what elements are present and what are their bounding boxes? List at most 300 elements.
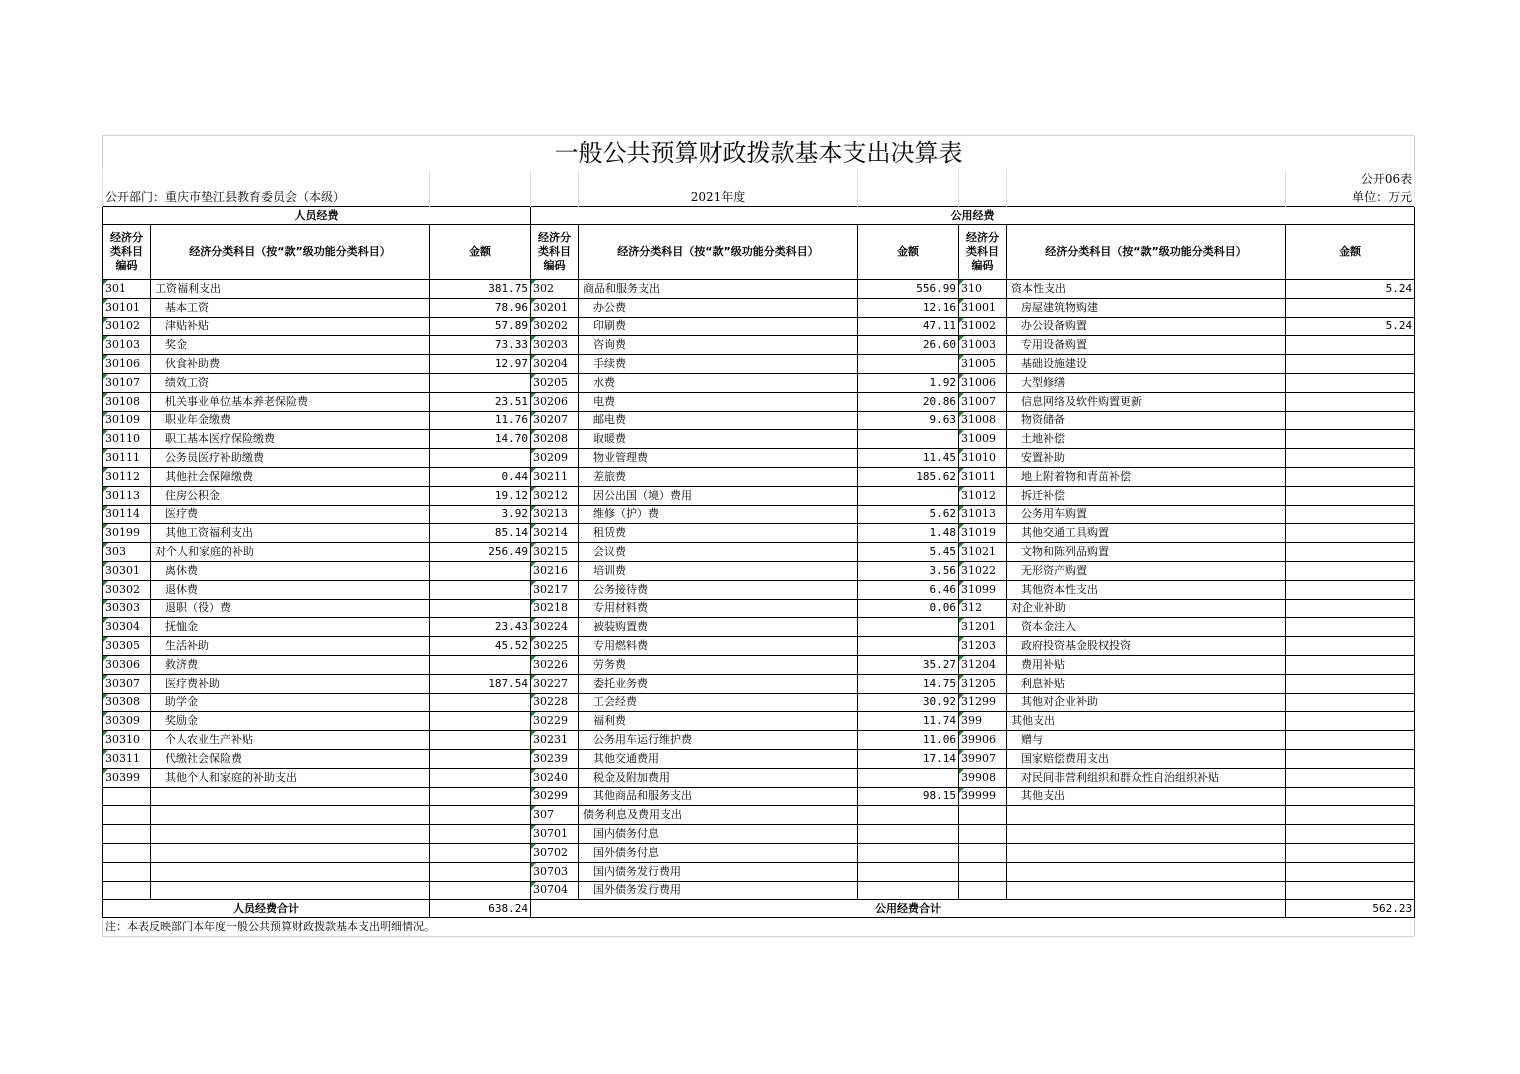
item-name: 电费 xyxy=(579,392,858,411)
item-name: 取暖费 xyxy=(579,430,858,449)
item-code: 30702 xyxy=(531,843,579,862)
item-name: 其他对企业补助 xyxy=(1007,693,1286,712)
item-name: 债务利息及费用支出 xyxy=(579,806,858,825)
item-name: 办公设备购置 xyxy=(1007,317,1286,336)
table-row xyxy=(103,843,1415,862)
item-amount xyxy=(430,731,531,750)
item-name: 绩效工资 xyxy=(151,373,430,392)
item-code: 31019 xyxy=(959,524,1007,543)
item-name: 医疗费 xyxy=(151,505,430,524)
table-row xyxy=(103,693,1415,712)
item-amount xyxy=(858,618,959,637)
item-name: 其他资本性支出 xyxy=(1007,580,1286,599)
item-code: 31204 xyxy=(959,655,1007,674)
item-amount: 85.14 xyxy=(430,524,531,543)
item-name: 国外债务付息 xyxy=(579,843,858,862)
item-amount: 47.11 xyxy=(858,317,959,336)
item-code: 39907 xyxy=(959,749,1007,768)
item-code: 302 xyxy=(531,280,579,299)
item-name: 代缴社会保险费 xyxy=(151,749,430,768)
item-code: 31008 xyxy=(959,411,1007,430)
item-code xyxy=(103,881,151,900)
item-code: 30301 xyxy=(103,561,151,580)
item-amount: 19.12 xyxy=(430,486,531,505)
item-amount xyxy=(1286,825,1415,844)
item-name: 办公费 xyxy=(579,298,858,317)
item-code: 31003 xyxy=(959,336,1007,355)
item-code: 30307 xyxy=(103,674,151,693)
item-name: 对企业补助 xyxy=(1007,599,1286,618)
item-code: 30113 xyxy=(103,486,151,505)
table-row xyxy=(103,599,1415,618)
item-code xyxy=(103,843,151,862)
item-name: 赠与 xyxy=(1007,731,1286,750)
item-amount: 5.24 xyxy=(1286,317,1415,336)
item-amount: 26.60 xyxy=(858,336,959,355)
item-code: 30239 xyxy=(531,749,579,768)
header-name: 经济分类科目（按“款”级功能分类科目） xyxy=(1007,225,1286,280)
item-amount xyxy=(430,712,531,731)
item-code: 30399 xyxy=(103,768,151,787)
item-amount xyxy=(430,881,531,900)
item-amount xyxy=(430,599,531,618)
item-name: 咨询费 xyxy=(579,336,858,355)
item-amount xyxy=(1286,486,1415,505)
item-amount xyxy=(1286,561,1415,580)
item-amount xyxy=(430,768,531,787)
item-code: 30225 xyxy=(531,637,579,656)
item-name: 会议费 xyxy=(579,543,858,562)
header-amount: 金额 xyxy=(858,225,959,280)
item-amount xyxy=(430,862,531,881)
item-amount: 12.16 xyxy=(858,298,959,317)
item-name: 退休费 xyxy=(151,580,430,599)
item-code: 30212 xyxy=(531,486,579,505)
item-code: 30110 xyxy=(103,430,151,449)
item-amount xyxy=(430,787,531,806)
item-name: 基本工资 xyxy=(151,298,430,317)
item-name: 职业年金缴费 xyxy=(151,411,430,430)
item-name: 其他支出 xyxy=(1007,712,1286,731)
item-name: 物业管理费 xyxy=(579,449,858,468)
header-amount: 金额 xyxy=(1286,225,1415,280)
table-row xyxy=(103,505,1415,524)
table-row xyxy=(103,430,1415,449)
item-amount: 381.75 xyxy=(430,280,531,299)
item-amount: 1.92 xyxy=(858,373,959,392)
item-name xyxy=(1007,843,1286,862)
table-row xyxy=(103,355,1415,374)
item-amount xyxy=(1286,392,1415,411)
item-amount xyxy=(1286,768,1415,787)
item-name: 其他支出 xyxy=(1007,787,1286,806)
item-code: 30112 xyxy=(103,467,151,486)
item-amount xyxy=(858,430,959,449)
item-code: 31021 xyxy=(959,543,1007,562)
header-name: 经济分类科目（按“款”级功能分类科目） xyxy=(579,225,858,280)
item-name: 国内债务付息 xyxy=(579,825,858,844)
table-row xyxy=(103,580,1415,599)
section-public: 公用经费 xyxy=(531,207,1415,225)
item-name: 其他商品和服务支出 xyxy=(579,787,858,806)
item-code: 30305 xyxy=(103,637,151,656)
footnote: 注：本表反映部门本年度一般公共预算财政拨款基本支出明细情况。 xyxy=(103,918,1415,937)
item-name: 被装购置费 xyxy=(579,618,858,637)
item-name: 商品和服务支出 xyxy=(579,280,858,299)
item-name: 个人农业生产补贴 xyxy=(151,731,430,750)
item-amount: 73.33 xyxy=(430,336,531,355)
item-code xyxy=(959,806,1007,825)
item-code: 30303 xyxy=(103,599,151,618)
item-amount xyxy=(1286,298,1415,317)
item-name: 机关事业单位基本养老保险费 xyxy=(151,392,430,411)
table-row xyxy=(103,317,1415,336)
item-code: 39908 xyxy=(959,768,1007,787)
table-row xyxy=(103,280,1415,299)
item-code: 30229 xyxy=(531,712,579,731)
item-amount xyxy=(430,449,531,468)
item-name: 安置补助 xyxy=(1007,449,1286,468)
item-code: 30216 xyxy=(531,561,579,580)
table-row xyxy=(103,731,1415,750)
item-name xyxy=(151,881,430,900)
section-personnel: 人员经费 xyxy=(103,207,531,225)
item-amount: 6.46 xyxy=(858,580,959,599)
item-code xyxy=(959,843,1007,862)
table-row xyxy=(103,411,1415,430)
item-code: 30202 xyxy=(531,317,579,336)
spreadsheet xyxy=(102,135,1414,937)
item-name: 医疗费补助 xyxy=(151,674,430,693)
item-amount xyxy=(1286,373,1415,392)
table-row xyxy=(103,637,1415,656)
item-amount xyxy=(1286,580,1415,599)
item-code: 30109 xyxy=(103,411,151,430)
item-code: 307 xyxy=(531,806,579,825)
item-amount: 11.06 xyxy=(858,731,959,750)
item-code: 31201 xyxy=(959,618,1007,637)
item-code: 31002 xyxy=(959,317,1007,336)
item-code: 30107 xyxy=(103,373,151,392)
item-name xyxy=(151,843,430,862)
item-amount xyxy=(430,825,531,844)
item-name: 物资储备 xyxy=(1007,411,1286,430)
item-amount: 9.63 xyxy=(858,411,959,430)
item-code: 31203 xyxy=(959,637,1007,656)
table-row xyxy=(103,618,1415,637)
table-row xyxy=(103,712,1415,731)
item-amount xyxy=(858,637,959,656)
item-name: 无形资产购置 xyxy=(1007,561,1286,580)
item-code: 31012 xyxy=(959,486,1007,505)
item-amount xyxy=(1286,336,1415,355)
table-row xyxy=(103,373,1415,392)
item-amount xyxy=(858,881,959,900)
item-amount xyxy=(858,486,959,505)
item-name: 福利费 xyxy=(579,712,858,731)
item-amount xyxy=(430,561,531,580)
item-amount xyxy=(1286,467,1415,486)
item-name: 差旅费 xyxy=(579,467,858,486)
item-name: 工会经费 xyxy=(579,693,858,712)
item-name: 奖金 xyxy=(151,336,430,355)
table-row xyxy=(103,674,1415,693)
item-code: 31006 xyxy=(959,373,1007,392)
page-title: 一般公共预算财政拨款基本支出决算表 xyxy=(103,136,1415,171)
item-name: 拆迁补偿 xyxy=(1007,486,1286,505)
item-amount: 5.62 xyxy=(858,505,959,524)
item-amount: 12.97 xyxy=(430,355,531,374)
expenditure-table xyxy=(102,135,1415,937)
personnel-total-label: 人员经费合计 xyxy=(103,900,430,918)
item-amount xyxy=(858,806,959,825)
item-name: 培训费 xyxy=(579,561,858,580)
item-code: 30215 xyxy=(531,543,579,562)
item-amount: 98.15 xyxy=(858,787,959,806)
item-code: 30205 xyxy=(531,373,579,392)
item-name: 地上附着物和青苗补偿 xyxy=(1007,467,1286,486)
item-name: 助学金 xyxy=(151,693,430,712)
item-name: 手续费 xyxy=(579,355,858,374)
item-amount: 30.92 xyxy=(858,693,959,712)
item-amount: 256.49 xyxy=(430,543,531,562)
item-code: 31010 xyxy=(959,449,1007,468)
item-name xyxy=(1007,825,1286,844)
item-amount xyxy=(1286,843,1415,862)
item-name: 税金及附加费用 xyxy=(579,768,858,787)
item-code: 39999 xyxy=(959,787,1007,806)
item-code xyxy=(103,825,151,844)
table-row xyxy=(103,543,1415,562)
item-name: 专用材料费 xyxy=(579,599,858,618)
item-amount xyxy=(430,806,531,825)
table-row xyxy=(103,749,1415,768)
item-name: 伙食补助费 xyxy=(151,355,430,374)
item-code: 31009 xyxy=(959,430,1007,449)
item-code: 30231 xyxy=(531,731,579,750)
item-amount xyxy=(858,862,959,881)
item-code: 39906 xyxy=(959,731,1007,750)
item-code: 30309 xyxy=(103,712,151,731)
item-amount xyxy=(1286,749,1415,768)
item-code: 30311 xyxy=(103,749,151,768)
item-amount xyxy=(1286,618,1415,637)
item-code: 31005 xyxy=(959,355,1007,374)
item-code: 30201 xyxy=(531,298,579,317)
item-amount xyxy=(430,373,531,392)
item-code xyxy=(959,825,1007,844)
table-row xyxy=(103,881,1415,900)
item-code xyxy=(103,787,151,806)
table-row xyxy=(103,655,1415,674)
table-row xyxy=(103,298,1415,317)
item-amount xyxy=(1286,599,1415,618)
item-amount: 14.70 xyxy=(430,430,531,449)
item-amount: 20.86 xyxy=(858,392,959,411)
item-code: 30111 xyxy=(103,449,151,468)
item-amount xyxy=(1286,543,1415,562)
item-amount xyxy=(1286,655,1415,674)
item-name: 邮电费 xyxy=(579,411,858,430)
public-total-amount: 562.23 xyxy=(1286,900,1415,918)
item-amount: 556.99 xyxy=(858,280,959,299)
item-code: 30228 xyxy=(531,693,579,712)
item-name: 公务用车运行维护费 xyxy=(579,731,858,750)
table-row xyxy=(103,336,1415,355)
item-name: 文物和陈列品购置 xyxy=(1007,543,1286,562)
item-code: 30226 xyxy=(531,655,579,674)
item-amount: 187.54 xyxy=(430,674,531,693)
item-name xyxy=(1007,881,1286,900)
item-amount xyxy=(1286,731,1415,750)
item-code: 30206 xyxy=(531,392,579,411)
item-name: 国家赔偿费用支出 xyxy=(1007,749,1286,768)
item-name: 生活补助 xyxy=(151,637,430,656)
item-code: 301 xyxy=(103,280,151,299)
item-amount: 5.24 xyxy=(1286,280,1415,299)
item-name: 政府投资基金股权投资 xyxy=(1007,637,1286,656)
item-name: 维修（护）费 xyxy=(579,505,858,524)
item-code: 30704 xyxy=(531,881,579,900)
totals-row xyxy=(103,900,1415,918)
item-name: 住房公积金 xyxy=(151,486,430,505)
table-row xyxy=(103,768,1415,787)
item-code: 30199 xyxy=(103,524,151,543)
item-amount xyxy=(1286,862,1415,881)
table-row xyxy=(103,787,1415,806)
item-amount xyxy=(1286,787,1415,806)
item-code: 31007 xyxy=(959,392,1007,411)
item-amount xyxy=(858,355,959,374)
table-row xyxy=(103,561,1415,580)
item-name: 劳务费 xyxy=(579,655,858,674)
item-code: 31013 xyxy=(959,505,1007,524)
item-code: 30217 xyxy=(531,580,579,599)
item-code: 30227 xyxy=(531,674,579,693)
unit-label: 单位：万元 xyxy=(1286,188,1415,207)
item-name: 救济费 xyxy=(151,655,430,674)
item-amount: 78.96 xyxy=(430,298,531,317)
item-name: 离休费 xyxy=(151,561,430,580)
item-amount xyxy=(1286,505,1415,524)
item-name: 资本金注入 xyxy=(1007,618,1286,637)
item-code: 31022 xyxy=(959,561,1007,580)
item-code: 31001 xyxy=(959,298,1007,317)
item-code: 30204 xyxy=(531,355,579,374)
item-code: 30208 xyxy=(531,430,579,449)
item-code xyxy=(103,862,151,881)
item-code: 312 xyxy=(959,599,1007,618)
item-amount: 14.75 xyxy=(858,674,959,693)
item-name: 其他交通费用 xyxy=(579,749,858,768)
item-amount xyxy=(858,825,959,844)
item-name: 专用设备购置 xyxy=(1007,336,1286,355)
item-name xyxy=(151,787,430,806)
item-code: 31299 xyxy=(959,693,1007,712)
item-name: 水费 xyxy=(579,373,858,392)
item-amount: 5.45 xyxy=(858,543,959,562)
item-name: 其他工资福利支出 xyxy=(151,524,430,543)
item-name: 其他个人和家庭的补助支出 xyxy=(151,768,430,787)
item-amount: 0.06 xyxy=(858,599,959,618)
item-code: 399 xyxy=(959,712,1007,731)
item-amount xyxy=(430,843,531,862)
item-code: 30310 xyxy=(103,731,151,750)
item-name: 公务用车购置 xyxy=(1007,505,1286,524)
item-code: 31205 xyxy=(959,674,1007,693)
item-amount xyxy=(430,655,531,674)
item-amount xyxy=(858,843,959,862)
item-amount: 3.92 xyxy=(430,505,531,524)
item-name xyxy=(151,806,430,825)
item-amount: 35.27 xyxy=(858,655,959,674)
table-row xyxy=(103,467,1415,486)
item-amount: 185.62 xyxy=(858,467,959,486)
item-name xyxy=(151,862,430,881)
table-row xyxy=(103,862,1415,881)
table-row xyxy=(103,524,1415,543)
item-amount: 11.45 xyxy=(858,449,959,468)
item-code: 31011 xyxy=(959,467,1007,486)
item-code: 30106 xyxy=(103,355,151,374)
item-name: 津贴补贴 xyxy=(151,317,430,336)
item-code xyxy=(959,881,1007,900)
item-code: 30101 xyxy=(103,298,151,317)
table-row xyxy=(103,806,1415,825)
item-name: 土地补偿 xyxy=(1007,430,1286,449)
item-code: 30209 xyxy=(531,449,579,468)
item-amount: 23.51 xyxy=(430,392,531,411)
item-name: 公务员医疗补助缴费 xyxy=(151,449,430,468)
item-name: 职工基本医疗保险缴费 xyxy=(151,430,430,449)
item-code: 30218 xyxy=(531,599,579,618)
header-code: 经济分类科目编码 xyxy=(103,225,151,280)
item-name: 费用补贴 xyxy=(1007,655,1286,674)
item-amount xyxy=(1286,430,1415,449)
item-code: 30302 xyxy=(103,580,151,599)
item-amount xyxy=(1286,449,1415,468)
item-amount xyxy=(430,580,531,599)
item-code: 31099 xyxy=(959,580,1007,599)
item-code: 30299 xyxy=(531,787,579,806)
item-code: 30240 xyxy=(531,768,579,787)
item-code: 30306 xyxy=(103,655,151,674)
item-name: 国内债务发行费用 xyxy=(579,862,858,881)
item-code xyxy=(959,862,1007,881)
item-amount xyxy=(1286,411,1415,430)
item-name: 因公出国（境）费用 xyxy=(579,486,858,505)
table-row xyxy=(103,392,1415,411)
item-code: 30304 xyxy=(103,618,151,637)
item-code xyxy=(103,806,151,825)
item-amount: 11.76 xyxy=(430,411,531,430)
item-name: 奖励金 xyxy=(151,712,430,731)
header-code: 经济分类科目编码 xyxy=(959,225,1007,280)
item-name: 其他交通工具购置 xyxy=(1007,524,1286,543)
item-code: 30108 xyxy=(103,392,151,411)
item-amount: 0.44 xyxy=(430,467,531,486)
item-name: 退职（役）费 xyxy=(151,599,430,618)
item-code: 30214 xyxy=(531,524,579,543)
item-name: 资本性支出 xyxy=(1007,280,1286,299)
item-code: 30703 xyxy=(531,862,579,881)
public-total-label: 公用经费合计 xyxy=(531,900,1286,918)
personnel-total-amount: 638.24 xyxy=(430,900,531,918)
item-amount xyxy=(1286,524,1415,543)
item-name xyxy=(1007,806,1286,825)
item-name: 专用燃料费 xyxy=(579,637,858,656)
item-amount xyxy=(858,768,959,787)
